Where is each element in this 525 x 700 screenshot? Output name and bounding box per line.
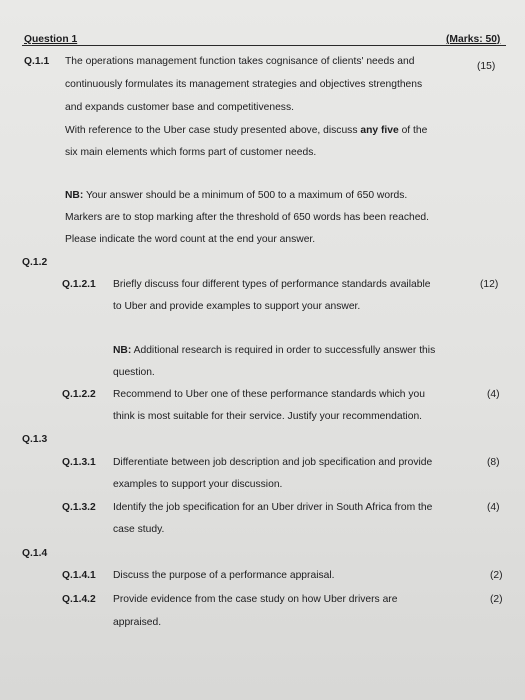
q1-2-1-nb-line <box>113 344 435 357</box>
q1-3-1-line: Differentiate between job description and job specification and provide <box>113 457 433 468</box>
q1-4-2-marks: (2) <box>490 594 503 605</box>
total-marks: (Marks: 50) <box>446 34 501 45</box>
ref-text-end: of the <box>398 125 428 136</box>
q1-4-1-line: Discuss the purpose of a performance appraisal. <box>113 570 335 581</box>
ref-emphasis: any five <box>360 125 399 136</box>
q1-3-2-number: Q.1.3.2 <box>62 502 96 513</box>
q1-2-1-line-2: to Uber and provide examples to support your answer. <box>113 301 361 312</box>
q1-2-2-line-2: think is most suitable for their service. Justify your recommendation. <box>113 411 423 422</box>
q1-4-1-number: Q.1.4.1 <box>62 570 96 581</box>
q1-1-line: continuously formulates its management strategies and objectives strengthens <box>65 79 423 90</box>
q1-4-2-line-2: appraised. <box>113 617 162 628</box>
q1-1-nb-line-3: Please indicate the word count at the end your answer. <box>65 234 316 245</box>
q1-3-number: Q.1.3 <box>22 434 48 445</box>
q1-1-nb-line-2: Markers are to stop marking after the threshold of 650 words has been reached. <box>65 212 430 223</box>
q1-3-2-line: Identify the job specification for an Uber driver in South Africa from the <box>113 502 433 513</box>
q1-2-1-nb-line-2: question. <box>113 367 155 378</box>
q1-1-marks: (15) <box>477 61 496 72</box>
q1-4-1-marks: (2) <box>490 570 503 581</box>
q1-3-1-marks: (8) <box>487 457 500 468</box>
q1-1-nb-line <box>65 189 407 202</box>
nb-text: Your answer should be a minimum of 500 to a maximum of 650 words. <box>83 190 408 201</box>
q1-4-2-line: Provide evidence from the case study on how Uber drivers are <box>113 594 398 605</box>
q1-3-2-marks: (4) <box>487 502 500 513</box>
q1-3-2-line-2: case study. <box>113 524 165 535</box>
q1-4-2-number: Q.1.4.2 <box>62 594 96 605</box>
q1-2-1-line: Briefly discuss four different types of performance standards available <box>113 279 431 290</box>
q1-2-2-marks: (4) <box>487 389 500 400</box>
header-rule <box>22 45 506 46</box>
q1-3-1-line-2: examples to support your discussion. <box>113 479 283 490</box>
q1-1-line: and expands customer base and competitiveness. <box>65 102 294 113</box>
q1-3-1-number: Q.1.3.1 <box>62 457 96 468</box>
q1-2-number: Q.1.2 <box>22 257 48 268</box>
nb-label: NB: <box>113 345 132 356</box>
nb-text: Additional research is required in order to successfully answer this <box>131 345 436 356</box>
question-title: Question 1 <box>24 34 78 45</box>
q1-1-line: The operations management function takes cognisance of clients' needs and <box>65 56 415 67</box>
q1-2-2-number: Q.1.2.2 <box>62 389 96 400</box>
q1-1-number: Q.1.1 <box>24 56 50 67</box>
q1-1-reference-line <box>65 124 427 137</box>
q1-2-2-line: Recommend to Uber one of these performance standards which you <box>113 389 425 400</box>
q1-2-1-number: Q.1.2.1 <box>62 279 96 290</box>
q1-2-1-marks: (12) <box>480 279 499 290</box>
q1-4-number: Q.1.4 <box>22 548 48 559</box>
ref-text: With reference to the Uber case study presented above, discuss <box>65 125 361 136</box>
q1-1-reference-line-2: six main elements which forms part of customer needs. <box>65 147 317 158</box>
nb-label: NB: <box>65 190 84 201</box>
